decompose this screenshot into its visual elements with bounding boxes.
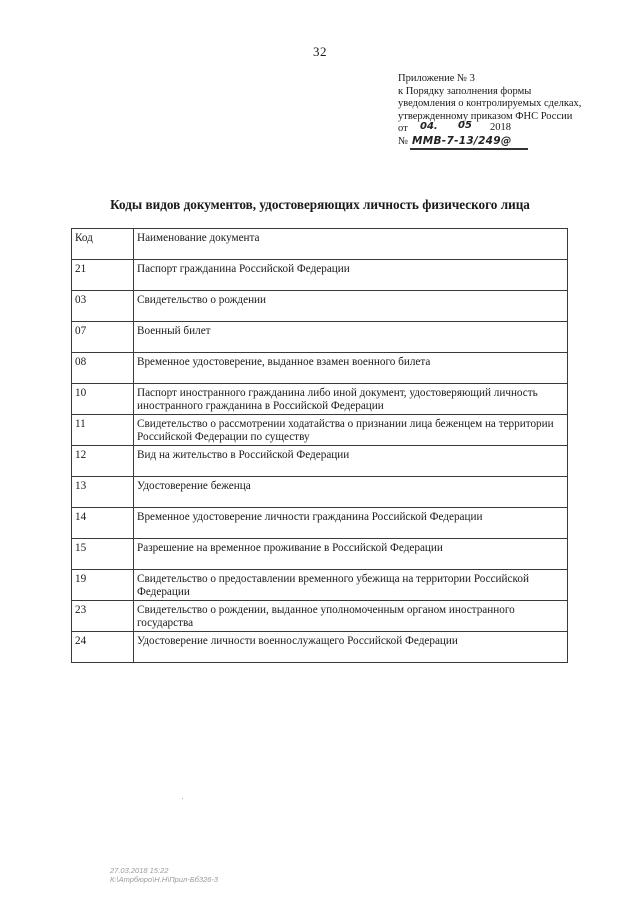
footer-timestamp: 27.03.2018 15:22 [110, 866, 169, 875]
handwritten-underline [410, 148, 528, 150]
row-name: Паспорт гражданина Российской Федерации [134, 260, 568, 291]
row-code: 24 [72, 632, 134, 663]
table-row [72, 260, 568, 291]
table-row [72, 446, 568, 477]
scan-speck [182, 798, 183, 799]
document-title: Коды видов документов, удостоверяющих личность физического лица [110, 197, 530, 212]
table-row [72, 291, 568, 322]
date-year: 2018 [490, 122, 511, 134]
row-code: 13 [72, 477, 134, 508]
row-code: 14 [72, 508, 134, 539]
appendix-header [398, 73, 630, 150]
date-day: 04. [420, 121, 438, 133]
row-name: Паспорт иностранного гражданина либо иной документ, удостоверяющий личность иностранного гражданина в Российской Федерации [134, 384, 568, 415]
table-row [72, 353, 568, 384]
row-code: 11 [72, 415, 134, 446]
table-row [72, 384, 568, 415]
row-code: 19 [72, 570, 134, 601]
table-row [72, 477, 568, 508]
row-name: Удостоверение беженца [134, 477, 568, 508]
row-code: 08 [72, 353, 134, 384]
document-codes-table [71, 228, 568, 663]
row-code: 23 [72, 601, 134, 632]
order-number-line [398, 136, 630, 150]
row-name: Свидетельство о рождении, выданное уполномоченным органом иностранного государства [134, 601, 568, 632]
header-name: Наименование документа [134, 229, 568, 260]
order-number: ММВ-7-13/249@ [412, 134, 512, 147]
row-name: Свидетельство о рассмотрении ходатайства о признании лица беженцем на территории Российской Федерации по существу [134, 415, 568, 446]
row-name: Временное удостоверение, выданное взамен военного билета [134, 353, 568, 384]
appendix-line: к Порядку заполнения формы [398, 85, 532, 97]
row-name: Свидетельство о рождении [134, 291, 568, 322]
table-row [72, 570, 568, 601]
file-footer [110, 866, 218, 884]
table-header-row [72, 229, 568, 260]
row-code: 03 [72, 291, 134, 322]
row-name: Временное удостоверение личности гражданина Российской Федерации [134, 508, 568, 539]
table-row [72, 539, 568, 570]
row-name: Разрешение на временное проживание в Российской Федерации [134, 539, 568, 570]
appendix-title: Приложение № 3 [398, 73, 475, 84]
table-row [72, 415, 568, 446]
row-name: Удостоверение личности военнослужащего Российской Федерации [134, 632, 568, 663]
row-code: 10 [72, 384, 134, 415]
row-code: 15 [72, 539, 134, 570]
table-row [72, 601, 568, 632]
row-name: Свидетельство о предоставлении временного убежища на территории Российской Федерации [134, 570, 568, 601]
date-prefix: от [398, 123, 408, 135]
appendix-line: утвержденному приказом ФНС России [398, 110, 573, 122]
number-prefix: № [398, 135, 409, 147]
date-month: 05 [458, 120, 472, 132]
footer-file-path: К:\Атрбюро\Н.Н\Прил-Бб326-3 [110, 875, 218, 884]
row-name: Военный билет [134, 322, 568, 353]
header-code: Код [72, 229, 134, 260]
table-row [72, 322, 568, 353]
table-row [72, 632, 568, 663]
table-row [72, 508, 568, 539]
page-number: 32 [313, 44, 327, 59]
row-code: 21 [72, 260, 134, 291]
row-code: 07 [72, 322, 134, 353]
row-name: Вид на жительство в Российской Федерации [134, 446, 568, 477]
appendix-line: уведомления о контролируемых сделках, [398, 98, 582, 110]
row-code: 12 [72, 446, 134, 477]
